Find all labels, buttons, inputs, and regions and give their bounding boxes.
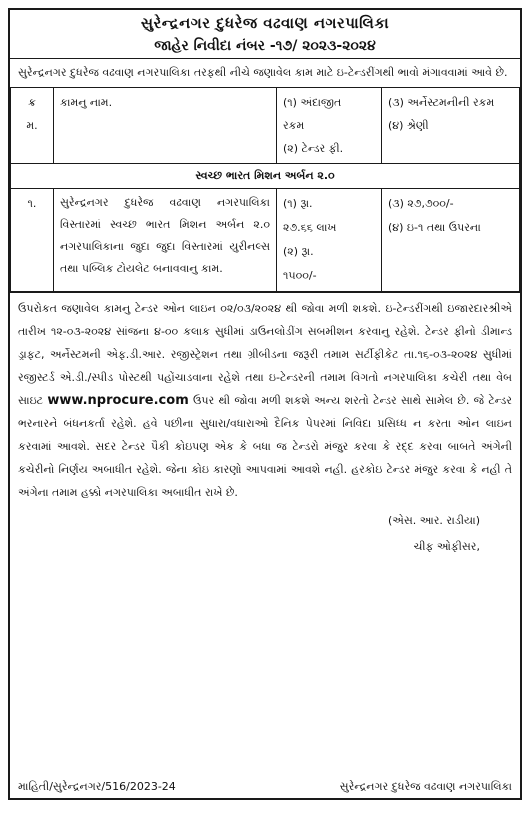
intro-text: સુરેન્દ્રનગર દુધરેજ વઢવાણ નગરપાલિકા તરફથી નીચે જણાવેલ કામ માટે ઇ-ટેન્ડરીંગથી ભાવો મંગાવવામાં આવે છે.: [10, 58, 520, 87]
section-row: [11, 164, 520, 189]
tender-notice: [8, 8, 522, 800]
footer-ref: માહિતી/સુરેન્દ્રનગર/516/2023-24: [18, 780, 176, 793]
notice-title: સુરેન્દ્રનગર દુધરેજ વઢવાણ નગરપાલિકા: [140, 14, 390, 32]
header-work: કામનુ નામ.: [54, 88, 277, 164]
row-sr: ૧.: [11, 189, 54, 292]
description-text: ઉપરોકત જણાવેલ કામનુ ટેન્ડર ઓન લાઇન ૦૨/૦૩/૨૦૨૪ થી જોવા મળી શકશે. ઇ-ટેન્ડરીંગથી ઇજારદારશ્રીએ તારીખ ૧૨-૦૩-૨૦૨૪ સાંજના ૪-૦૦ કલાક સુધીમાં ડાઉનલોડીંગ સબમીશન કરવાનુ રહેશે. ટેન્ડર ફીનો ડીમાન્ડ ડ્રાફટ, અર્નેસ્ટમની એફ.ડી.આર. રજીસ્ટ્રેશન તથા ગ્રીબીડના જરૂરી તમામ સર્ટીફીકેટ તા.૧૬-૦૩-૨૦૨૪ સુધીમાં રજીસ્ટર્ડ એ.ડી./સ્પીડ પોસ્ટથી પહોંચાડવાના રહેશે તથા ઇ-ટેન્ડરની તમામ વિગતો નગરપાલિકા કચેરી તથા વેબ સાઇટ www.nprocure.com ઉપર થી જોવા મળી શકશે અન્ય શરતો ટેન્ડર સાથે સામેલ છે. જે ટેન્ડર ભરનારને બંધનકર્તા રહેશે. હવે પછીના સુધારા/વધારાઓ દૈનિક પેપરમાં નિવિદા પ્રસિધ્ધ ન કરતા ઓન લાઇન કરવામાં આવશે. સદર ટેન્ડર પૈકી કોઇપણ એક કે બધા જ ટેન્ડરો મંજુર કરવા કે રદ્દ કરવા બાબતે અંગેની કચેરીનો નિર્ણય અબાધીત રહેશે. જેના કોઇ કારણો આપવામાં આવશે નહી. હરકોઇ ટેન્ડર મંજુર કરવા કે નહી તે અંગેના તમામ હક્કો નગરપાલિકા અબાધીત રાખે છે.: [10, 292, 520, 508]
table-header-row: [11, 88, 520, 164]
section-title: સ્વચ્છ ભારત મિશન અર્બન ૨.૦: [11, 164, 520, 189]
header-cost: (૧) અંદાજીત રકમ (૨) ટેન્ડર ફી.: [277, 88, 382, 164]
header-emd: (૩) અર્નેસ્ટમનીની રકમ (૪) શ્રેણી: [382, 88, 520, 164]
tender-table: [10, 87, 520, 292]
footer: [10, 780, 520, 794]
row-emd: (૩) ૨૭,૭૦૦/- (૪) ઇ-૧ તથા ઉપરના: [382, 189, 520, 292]
website-link[interactable]: www.nprocure.com: [47, 393, 189, 408]
signatory-name: (એસ. આર. રાડીયા): [387, 514, 480, 527]
signature-block: [10, 508, 520, 560]
row-work: સુરેન્દ્રનગર દુધરેજ વઢવાણ નગરપાલિકા વિસ્તારમાં સ્વચ્છ ભારત મિશન અર્બન ૨.૦ નગરપાલિકાના જુદા જુદા વિસ્તારમાં યુરીનલ્સ તથા પબ્લિક ટોયલેટ બનાવવાનુ કામ.: [54, 189, 277, 292]
footer-org: સુરેન્દ્રનગર દુધરેજ વઢવાણ નગરપાલિકા: [339, 780, 512, 793]
notice-subtitle: જાહેર નિવીદા નંબર -૧૭/ ૨૦૨૩-૨૦૨૪: [154, 38, 376, 54]
row-cost: (૧) રૂા. ૨૭.૬૬ લાખ (૨) રૂા. ૧૫૦૦/-: [277, 189, 382, 292]
signatory-designation: ચીફ ઓફીસર,: [413, 540, 480, 553]
header-sr: ક્ર મ.: [11, 88, 54, 164]
table-row: [11, 189, 520, 292]
